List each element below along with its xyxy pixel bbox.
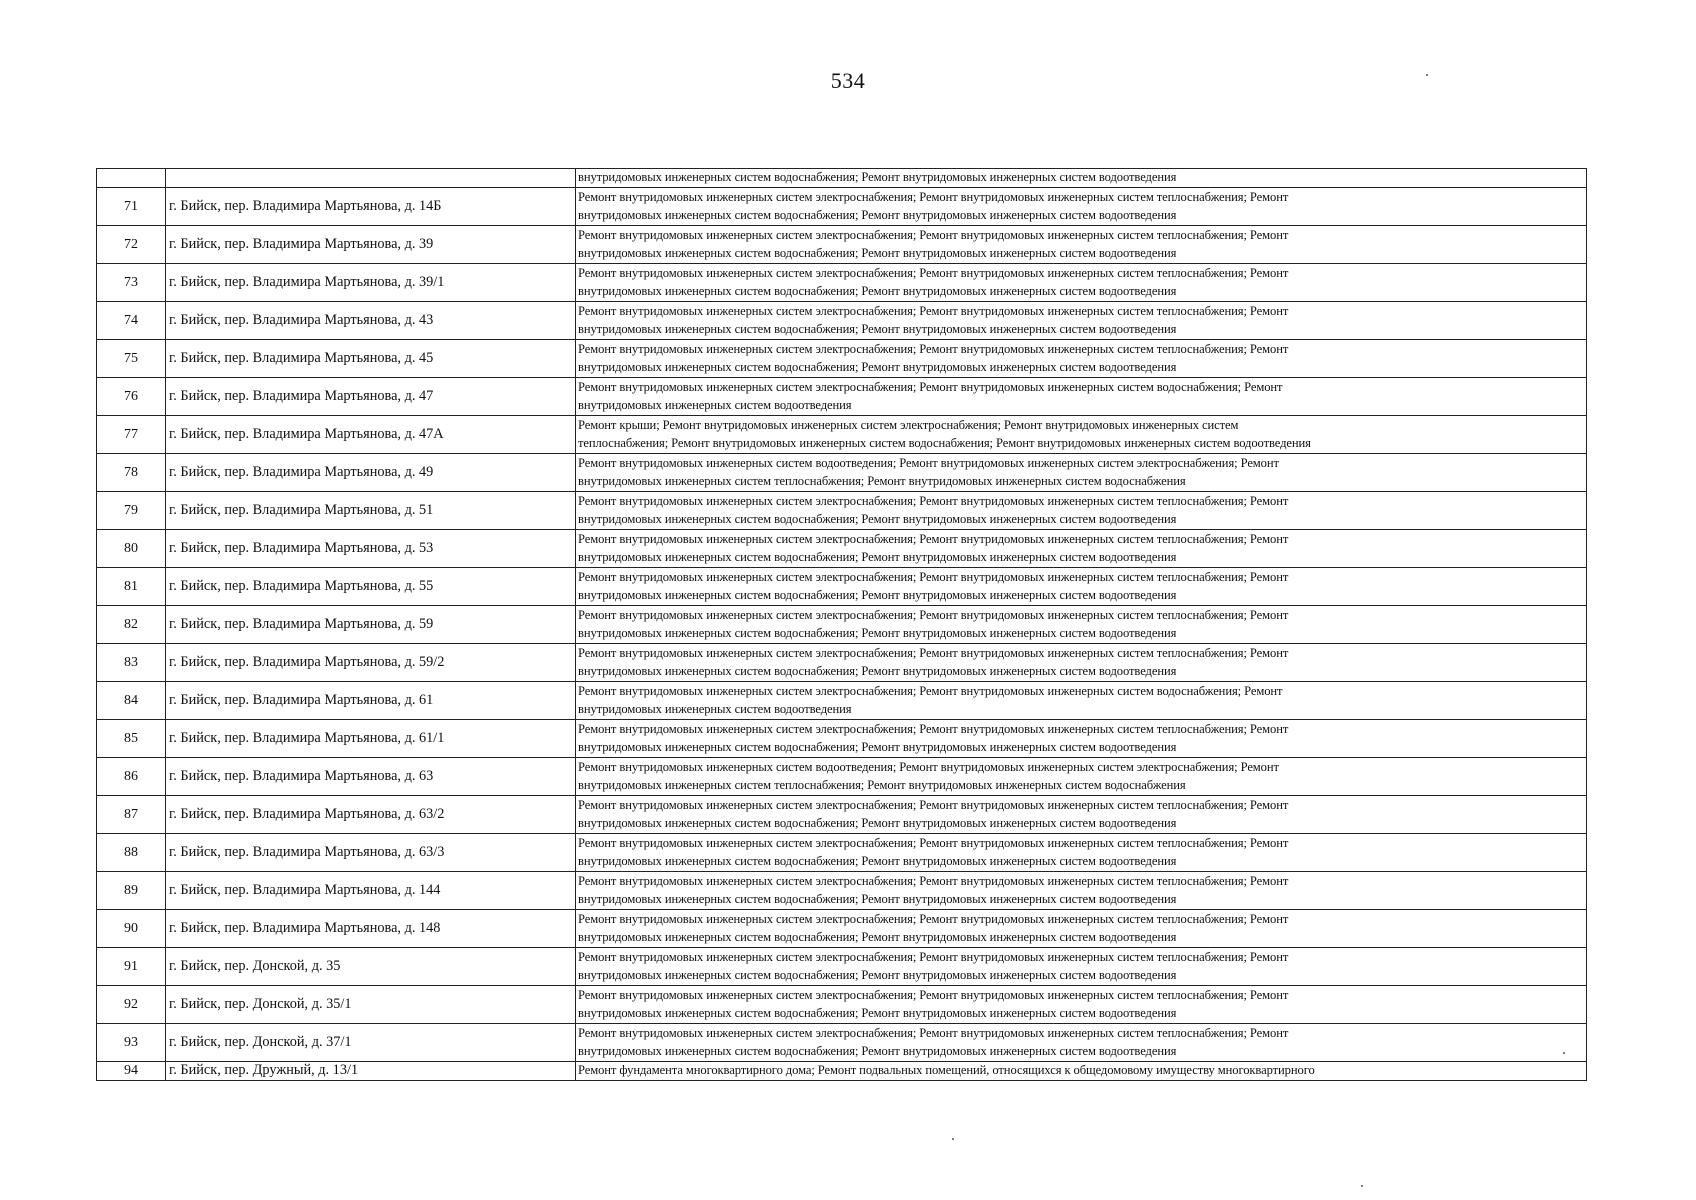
table-row [97,378,1587,416]
works-line: Ремонт внутридомовых инженерных систем электроснабжения; Ремонт внутридомовых инженерных систем теплоснабжения; Ремонт [578,570,1289,584]
works-line: внутридомовых инженерных систем водоснабжения; Ремонт внутридомовых инженерных систем водоотведения [578,1043,1177,1058]
row-number: 80 [97,530,166,568]
works-line: Ремонт внутридомовых инженерных систем электроснабжения; Ремонт внутридомовых инженерных систем теплоснабжения; Ремонт [578,608,1289,622]
works-line: внутридомовых инженерных систем теплоснабжения; Ремонт внутридомовых инженерных систем водоснабжения [578,777,1186,792]
row-address: г. Бийск, пер. Владимира Мартьянова, д. 43 [166,302,576,340]
table-row [97,948,1587,986]
works-line: внутридомовых инженерных систем водоснабжения; Ремонт внутридомовых инженерных систем водоотведения [578,549,1177,564]
row-works [576,264,1587,302]
row-number: 87 [97,796,166,834]
row-number: 74 [97,302,166,340]
table-row [97,758,1587,796]
works-line: внутридомовых инженерных систем теплоснабжения; Ремонт внутридомовых инженерных систем водоснабжения [578,473,1186,488]
scan-speck [1361,1185,1363,1187]
table-row [97,910,1587,948]
works-line: Ремонт внутридомовых инженерных систем электроснабжения; Ремонт внутридомовых инженерных систем теплоснабжения; Ремонт [578,228,1289,242]
table-row [97,416,1587,454]
row-works [576,834,1587,872]
works-line: внутридомовых инженерных систем водоснабжения; Ремонт внутридомовых инженерных систем водоотведения [578,663,1177,678]
works-line: внутридомовых инженерных систем водоснабжения; Ремонт внутридомовых инженерных систем водоотведения [578,1005,1177,1020]
row-works [576,1062,1587,1081]
table-row [97,606,1587,644]
row-address: г. Бийск, пер. Владимира Мартьянова, д. 144 [166,872,576,910]
row-works [576,568,1587,606]
row-works [576,948,1587,986]
row-works [576,188,1587,226]
row-number: 76 [97,378,166,416]
row-address: г. Бийск, пер. Владимира Мартьянова, д. 59/2 [166,644,576,682]
works-line: Ремонт внутридомовых инженерных систем электроснабжения; Ремонт внутридомовых инженерных систем теплоснабжения; Ремонт [578,1026,1289,1040]
works-table-body [97,169,1587,1081]
row-number: 86 [97,758,166,796]
row-address: г. Бийск, пер. Владимира Мартьянова, д. 63/3 [166,834,576,872]
works-line: внутридомовых инженерных систем водоснабжения; Ремонт внутридомовых инженерных систем водоотведения [578,245,1177,260]
row-works [576,302,1587,340]
row-address: г. Бийск, пер. Владимира Мартьянова, д. 39 [166,226,576,264]
works-line: теплоснабжения; Ремонт внутридомовых инженерных систем водоснабжения; Ремонт внутридомовых инженерных систем водоотведения [578,435,1311,450]
table-row [97,834,1587,872]
table-row [97,1024,1587,1062]
works-line: Ремонт внутридомовых инженерных систем электроснабжения; Ремонт внутридомовых инженерных систем теплоснабжения; Ремонт [578,304,1289,318]
row-address: г. Бийск, пер. Владимира Мартьянова, д. 53 [166,530,576,568]
works-line: внутридомовых инженерных систем водоснабжения; Ремонт внутридомовых инженерных систем водоотведения [578,891,1177,906]
row-address: г. Бийск, пер. Дружный, д. 13/1 [166,1062,576,1081]
row-number: 93 [97,1024,166,1062]
table-row [97,1062,1587,1081]
works-line: внутридомовых инженерных систем водоотведения [578,701,852,716]
row-works [576,1024,1587,1062]
row-number: 72 [97,226,166,264]
works-line: Ремонт внутридомовых инженерных систем водоотведения; Ремонт внутридомовых инженерных систем электроснабжения; Ремонт [578,760,1279,774]
row-works [576,682,1587,720]
row-number: 84 [97,682,166,720]
works-line: внутридомовых инженерных систем водоснабжения; Ремонт внутридомовых инженерных систем водоотведения [578,170,1177,185]
row-works [576,492,1587,530]
works-line: Ремонт внутридомовых инженерных систем электроснабжения; Ремонт внутридомовых инженерных систем теплоснабжения; Ремонт [578,988,1289,1002]
table-row [97,568,1587,606]
works-line: внутридомовых инженерных систем водоснабжения; Ремонт внутридомовых инженерных систем водоотведения [578,511,1177,526]
works-line: внутридомовых инженерных систем водоснабжения; Ремонт внутридомовых инженерных систем водоотведения [578,321,1177,336]
row-number: 85 [97,720,166,758]
row-number: 82 [97,606,166,644]
row-address: г. Бийск, пер. Владимира Мартьянова, д. 55 [166,568,576,606]
works-table [96,168,1587,1081]
table-row [97,492,1587,530]
works-line: внутридомовых инженерных систем водоснабжения; Ремонт внутридомовых инженерных систем водоотведения [578,853,1177,868]
row-address: г. Бийск, пер. Донской, д. 35 [166,948,576,986]
works-line: внутридомовых инженерных систем водоснабжения; Ремонт внутридомовых инженерных систем водоотведения [578,815,1177,830]
table-row [97,530,1587,568]
works-line: Ремонт внутридомовых инженерных систем электроснабжения; Ремонт внутридомовых инженерных систем водоснабжения; Ремонт [578,684,1283,698]
works-line: Ремонт внутридомовых инженерных систем электроснабжения; Ремонт внутридомовых инженерных систем водоснабжения; Ремонт [578,380,1283,394]
row-number: 89 [97,872,166,910]
works-line: Ремонт внутридомовых инженерных систем электроснабжения; Ремонт внутридомовых инженерных систем теплоснабжения; Ремонт [578,874,1289,888]
row-works [576,378,1587,416]
works-line: Ремонт внутридомовых инженерных систем электроснабжения; Ремонт внутридомовых инженерных систем теплоснабжения; Ремонт [578,494,1289,508]
row-number: 90 [97,910,166,948]
row-number: 77 [97,416,166,454]
row-address: г. Бийск, пер. Владимира Мартьянова, д. 39/1 [166,264,576,302]
row-number: 88 [97,834,166,872]
scan-speck [1426,74,1428,76]
row-address: г. Бийск, пер. Владимира Мартьянова, д. 148 [166,910,576,948]
works-line: Ремонт внутридомовых инженерных систем электроснабжения; Ремонт внутридомовых инженерных систем теплоснабжения; Ремонт [578,646,1289,660]
row-address: г. Бийск, пер. Владимира Мартьянова, д. 59 [166,606,576,644]
page-number: 534 [830,68,866,93]
row-address: г. Бийск, пер. Владимира Мартьянова, д. 47А [166,416,576,454]
works-line: внутридомовых инженерных систем водоснабжения; Ремонт внутридомовых инженерных систем водоотведения [578,625,1177,640]
row-address: г. Бийск, пер. Донской, д. 35/1 [166,986,576,1024]
works-line: внутридомовых инженерных систем водоснабжения; Ремонт внутридомовых инженерных систем водоотведения [578,739,1177,754]
table-row [97,302,1587,340]
works-line: Ремонт внутридомовых инженерных систем электроснабжения; Ремонт внутридомовых инженерных систем теплоснабжения; Ремонт [578,798,1289,812]
table-row [97,682,1587,720]
table-row [97,169,1587,188]
works-line: Ремонт внутридомовых инженерных систем электроснабжения; Ремонт внутридомовых инженерных систем теплоснабжения; Ремонт [578,532,1289,546]
row-number: 78 [97,454,166,492]
row-address: г. Бийск, пер. Владимира Мартьянова, д. 63 [166,758,576,796]
row-number: 91 [97,948,166,986]
table-row [97,796,1587,834]
table-row [97,454,1587,492]
table-row [97,226,1587,264]
scan-speck [952,1138,954,1140]
row-works [576,530,1587,568]
row-address: г. Бийск, пер. Владимира Мартьянова, д. 51 [166,492,576,530]
row-address: г. Бийск, пер. Владимира Мартьянова, д. 49 [166,454,576,492]
works-line: внутридомовых инженерных систем водоотведения [578,397,852,412]
works-line: внутридомовых инженерных систем водоснабжения; Ремонт внутридомовых инженерных систем водоотведения [578,283,1177,298]
table-row [97,188,1587,226]
works-line: Ремонт внутридомовых инженерных систем водоотведения; Ремонт внутридомовых инженерных систем электроснабжения; Ремонт [578,456,1279,470]
works-line: Ремонт внутридомовых инженерных систем электроснабжения; Ремонт внутридомовых инженерных систем теплоснабжения; Ремонт [578,266,1289,280]
row-address: г. Бийск, пер. Владимира Мартьянова, д. 47 [166,378,576,416]
row-number: 92 [97,986,166,1024]
row-number: 73 [97,264,166,302]
row-address: г. Бийск, пер. Владимира Мартьянова, д. 61/1 [166,720,576,758]
row-number: 71 [97,188,166,226]
row-works [576,910,1587,948]
row-number: 83 [97,644,166,682]
works-line: внутридомовых инженерных систем водоснабжения; Ремонт внутридомовых инженерных систем водоотведения [578,359,1177,374]
works-line: внутридомовых инженерных систем водоснабжения; Ремонт внутридомовых инженерных систем водоотведения [578,207,1177,222]
table-row [97,872,1587,910]
row-address: г. Бийск, пер. Владимира Мартьянова, д. 61 [166,682,576,720]
table-row [97,264,1587,302]
works-line: Ремонт крыши; Ремонт внутридомовых инженерных систем электроснабжения; Ремонт внутридомовых инженерных систем [578,418,1239,432]
works-line: Ремонт внутридомовых инженерных систем электроснабжения; Ремонт внутридомовых инженерных систем теплоснабжения; Ремонт [578,912,1289,926]
row-address: г. Бийск, пер. Владимира Мартьянова, д. 45 [166,340,576,378]
works-line: внутридомовых инженерных систем водоснабжения; Ремонт внутридомовых инженерных систем водоотведения [578,929,1177,944]
row-works [576,720,1587,758]
row-works [576,986,1587,1024]
row-number [97,169,166,188]
table-row [97,720,1587,758]
row-works [576,796,1587,834]
works-line: Ремонт фундамента многоквартирного дома; Ремонт подвальных помещений, относящихся к общедомовому имуществу многоквартирного [578,1063,1315,1077]
row-works [576,454,1587,492]
row-address: г. Бийск, пер. Владимира Мартьянова, д. 14Б [166,188,576,226]
row-works [576,758,1587,796]
row-address: г. Бийск, пер. Донской, д. 37/1 [166,1024,576,1062]
table-row [97,644,1587,682]
row-address: г. Бийск, пер. Владимира Мартьянова, д. 63/2 [166,796,576,834]
row-works [576,169,1587,188]
row-works [576,226,1587,264]
row-works [576,872,1587,910]
works-line: Ремонт внутридомовых инженерных систем электроснабжения; Ремонт внутридомовых инженерных систем теплоснабжения; Ремонт [578,190,1289,204]
row-address [166,169,576,188]
row-works [576,644,1587,682]
row-number: 79 [97,492,166,530]
row-number: 81 [97,568,166,606]
works-line: Ремонт внутридомовых инженерных систем электроснабжения; Ремонт внутридомовых инженерных систем теплоснабжения; Ремонт [578,342,1289,356]
table-row [97,986,1587,1024]
row-works [576,606,1587,644]
row-works [576,340,1587,378]
table-row [97,340,1587,378]
row-works [576,416,1587,454]
works-line: Ремонт внутридомовых инженерных систем электроснабжения; Ремонт внутридомовых инженерных систем теплоснабжения; Ремонт [578,836,1289,850]
scan-speck [1563,1052,1565,1054]
row-number: 94 [97,1062,166,1081]
row-number: 75 [97,340,166,378]
works-line: внутридомовых инженерных систем водоснабжения; Ремонт внутридомовых инженерных систем водоотведения [578,587,1177,602]
works-line: Ремонт внутридомовых инженерных систем электроснабжения; Ремонт внутридомовых инженерных систем теплоснабжения; Ремонт [578,722,1289,736]
works-line: внутридомовых инженерных систем водоснабжения; Ремонт внутридомовых инженерных систем водоотведения [578,967,1177,982]
works-line: Ремонт внутридомовых инженерных систем электроснабжения; Ремонт внутридомовых инженерных систем теплоснабжения; Ремонт [578,950,1289,964]
